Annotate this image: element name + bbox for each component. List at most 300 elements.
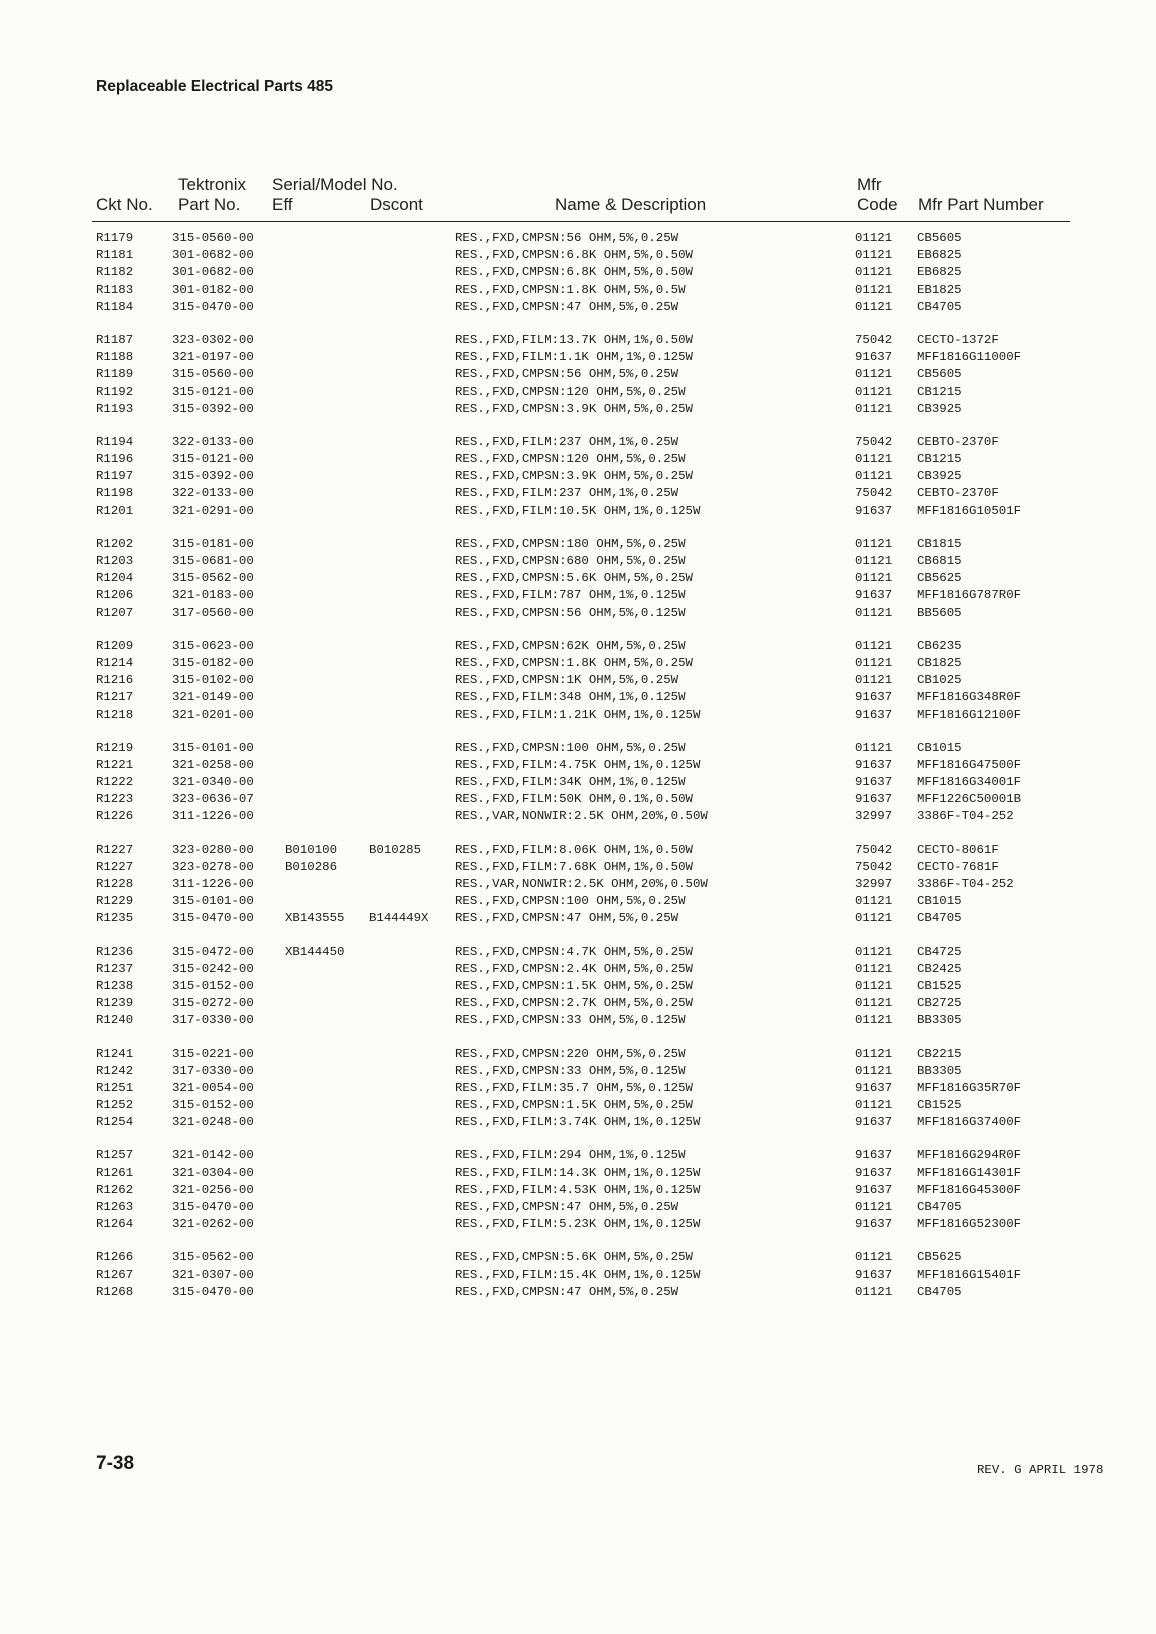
part-no-cell: 315-0392-00 xyxy=(172,469,254,484)
mfr-part-number-cell: CB1215 xyxy=(917,384,962,399)
description-cell: RES.,VAR,NONWIR:2.5K OHM,20%,0.50W xyxy=(455,877,708,891)
mfr-code-cell: 01121 xyxy=(855,231,893,245)
mfr-part-number-cell: CB4705 xyxy=(917,911,962,926)
description-cell: RES.,FXD,FILM:15.4K OHM,1%,0.125W xyxy=(455,1267,701,1282)
part-no-cell: 321-0291-00 xyxy=(172,503,254,518)
table-row xyxy=(0,842,1156,859)
description-cell: RES.,FXD,FILM:35.7 OHM,5%,0.125W xyxy=(455,1080,693,1095)
ckt-no-cell: R1201 xyxy=(96,503,134,518)
ckt-no-cell: R1222 xyxy=(96,775,134,790)
ckt-no-cell: R1251 xyxy=(96,1080,134,1095)
table-row xyxy=(0,707,1156,724)
description-cell: RES.,FXD,CMPSN:5.6K OHM,5%,0.25W xyxy=(455,571,693,586)
ckt-no-cell: R1262 xyxy=(96,1182,134,1197)
description-cell: RES.,FXD,CMPSN:6.8K OHM,5%,0.50W xyxy=(455,265,693,280)
mfr-part-number-cell: EB6825 xyxy=(917,265,962,280)
dscont-cell: B010285 xyxy=(369,842,422,857)
table-row xyxy=(0,1012,1156,1029)
row-group xyxy=(0,638,1156,724)
mfr-part-number-cell: CB3925 xyxy=(917,469,962,484)
ckt-no-cell: R1227 xyxy=(96,842,134,857)
mfr-part-number-cell: CB3925 xyxy=(917,401,962,416)
mfr-part-number-cell: CB1025 xyxy=(917,673,962,688)
mfr-code-cell: 75042 xyxy=(855,434,893,449)
description-cell: RES.,FXD,FILM:1.21K OHM,1%,0.125W xyxy=(455,707,701,722)
ckt-no-cell: R1216 xyxy=(96,673,134,688)
table-row xyxy=(0,893,1156,910)
ckt-no-cell: R1218 xyxy=(96,707,134,722)
ckt-no-cell: R1261 xyxy=(96,1165,134,1180)
row-group xyxy=(0,740,1156,826)
mfr-part-number-cell: CB4705 xyxy=(917,1200,962,1214)
part-no-cell: 315-0470-00 xyxy=(172,1200,254,1214)
ckt-no-cell: R1202 xyxy=(96,536,134,551)
parts-table xyxy=(0,230,1156,1317)
col-ckt-no: Ckt No. xyxy=(96,195,153,214)
ckt-no-cell: R1228 xyxy=(96,877,134,891)
mfr-part-number-cell: CB6235 xyxy=(917,638,962,653)
ckt-no-cell: R1197 xyxy=(96,469,134,484)
part-no-cell: 321-0340-00 xyxy=(172,775,254,790)
ckt-no-cell: R1219 xyxy=(96,740,134,755)
description-cell: RES.,FXD,CMPSN:120 OHM,5%,0.25W xyxy=(455,384,686,399)
ckt-no-cell: R1196 xyxy=(96,452,134,467)
mfr-code-cell: 01121 xyxy=(855,961,893,976)
table-row xyxy=(0,605,1156,622)
description-cell: RES.,FXD,CMPSN:220 OHM,5%,0.25W xyxy=(455,1046,686,1061)
description-cell: RES.,FXD,CMPSN:2.4K OHM,5%,0.25W xyxy=(455,961,693,976)
mfr-code-cell: 01121 xyxy=(855,384,893,399)
part-no-cell: 315-0182-00 xyxy=(172,655,254,670)
mfr-part-number-cell: BB3305 xyxy=(917,1063,962,1078)
mfr-part-number-cell: MFF1816G294R0F xyxy=(917,1148,1022,1163)
description-cell: RES.,FXD,FILM:34K OHM,1%,0.125W xyxy=(455,775,686,790)
mfr-part-number-cell: CEBTO-2370F xyxy=(917,434,999,449)
part-no-cell: 321-0197-00 xyxy=(172,350,254,365)
part-no-cell: 315-0221-00 xyxy=(172,1046,254,1061)
table-row xyxy=(0,247,1156,264)
mfr-part-number-cell: MFF1816G348R0F xyxy=(917,690,1022,705)
mfr-part-number-cell: CB1015 xyxy=(917,740,962,755)
description-cell: RES.,FXD,CMPSN:47 OHM,5%,0.25W xyxy=(455,1284,679,1299)
mfr-code-cell: 01121 xyxy=(855,944,893,959)
ckt-no-cell: R1182 xyxy=(96,265,134,280)
mfr-part-number-cell: CB1525 xyxy=(917,978,962,993)
description-cell: RES.,VAR,NONWIR:2.5K OHM,20%,0.50W xyxy=(455,809,708,824)
ckt-no-cell: R1242 xyxy=(96,1063,134,1078)
ckt-no-cell: R1241 xyxy=(96,1046,134,1061)
description-cell: RES.,FXD,FILM:787 OHM,1%,0.125W xyxy=(455,588,686,603)
description-cell: RES.,FXD,CMPSN:1.8K OHM,5%,0.25W xyxy=(455,655,693,670)
part-no-cell: 315-0470-00 xyxy=(172,299,254,314)
part-no-cell: 311-1226-00 xyxy=(172,809,254,824)
row-group xyxy=(0,1249,1156,1301)
description-cell: RES.,FXD,CMPSN:180 OHM,5%,0.25W xyxy=(455,536,686,551)
mfr-part-number-cell: CB1525 xyxy=(917,1098,962,1113)
part-no-cell: 315-0181-00 xyxy=(172,536,254,551)
mfr-part-number-cell: EB6825 xyxy=(917,248,962,263)
ckt-no-cell: R1238 xyxy=(96,978,134,993)
part-no-cell: 323-0280-00 xyxy=(172,842,254,857)
mfr-part-number-cell: MFF1816G34001F xyxy=(917,775,1022,790)
description-cell: RES.,FXD,CMPSN:56 OHM,5%,0.25W xyxy=(455,231,679,245)
mfr-part-number-cell: 3386F-T04-252 xyxy=(917,877,1014,891)
mfr-code-cell: 01121 xyxy=(855,911,893,926)
description-cell: RES.,FXD,FILM:4.53K OHM,1%,0.125W xyxy=(455,1182,701,1197)
table-row xyxy=(0,282,1156,299)
table-row xyxy=(0,553,1156,570)
col-mfr-code: Code xyxy=(857,195,898,214)
part-no-cell: 323-0302-00 xyxy=(172,332,254,347)
part-no-cell: 321-0304-00 xyxy=(172,1165,254,1180)
description-cell: RES.,FXD,FILM:1.1K OHM,1%,0.125W xyxy=(455,350,693,365)
part-no-cell: 315-0152-00 xyxy=(172,978,254,993)
mfr-code-cell: 01121 xyxy=(855,996,893,1011)
table-row xyxy=(0,468,1156,485)
table-row xyxy=(0,791,1156,808)
description-cell: RES.,FXD,FILM:50K OHM,0.1%,0.50W xyxy=(455,792,693,807)
description-cell: RES.,FXD,CMPSN:1.8K OHM,5%,0.5W xyxy=(455,282,686,297)
part-no-cell: 301-0182-00 xyxy=(172,282,254,297)
part-no-cell: 315-0102-00 xyxy=(172,673,254,688)
ckt-no-cell: R1193 xyxy=(96,401,134,416)
mfr-code-cell: 01121 xyxy=(855,894,893,909)
part-no-cell: 315-0470-00 xyxy=(172,1284,254,1299)
part-no-cell: 321-0201-00 xyxy=(172,707,254,722)
part-no-cell: 322-0133-00 xyxy=(172,434,254,449)
ckt-no-cell: R1267 xyxy=(96,1267,134,1282)
part-no-cell: 317-0330-00 xyxy=(172,1013,254,1028)
table-row xyxy=(0,859,1156,876)
row-group xyxy=(0,536,1156,622)
description-cell: RES.,FXD,CMPSN:62K OHM,5%,0.25W xyxy=(455,638,686,653)
table-row xyxy=(0,401,1156,418)
table-row xyxy=(0,1097,1156,1114)
description-cell: RES.,FXD,FILM:3.74K OHM,1%,0.125W xyxy=(455,1115,701,1130)
mfr-code-cell: 32997 xyxy=(855,809,893,824)
table-row xyxy=(0,1147,1156,1164)
part-no-cell: 315-0470-00 xyxy=(172,911,254,926)
eff-cell: B010286 xyxy=(285,859,338,874)
mfr-part-number-cell: BB3305 xyxy=(917,1013,962,1028)
table-row xyxy=(0,264,1156,281)
mfr-part-number-cell: CB1825 xyxy=(917,655,962,670)
table-row xyxy=(0,978,1156,995)
mfr-part-number-cell: MFF1816G10501F xyxy=(917,503,1022,518)
mfr-part-number-cell: MFF1816G37400F xyxy=(917,1115,1022,1130)
row-group xyxy=(0,332,1156,418)
mfr-code-cell: 01121 xyxy=(855,1046,893,1061)
mfr-code-cell: 91637 xyxy=(855,1165,893,1180)
ckt-no-cell: R1235 xyxy=(96,911,134,926)
part-no-cell: 301-0682-00 xyxy=(172,265,254,280)
mfr-part-number-cell: CB6815 xyxy=(917,554,962,568)
ckt-no-cell: R1227 xyxy=(96,859,134,874)
description-cell: RES.,FXD,FILM:8.06K OHM,1%,0.50W xyxy=(455,842,693,857)
mfr-part-number-cell: MFF1816G12100F xyxy=(917,707,1022,722)
part-no-cell: 321-0054-00 xyxy=(172,1080,254,1095)
mfr-part-number-cell: CB2215 xyxy=(917,1046,962,1061)
mfr-part-number-cell: MFF1816G11000F xyxy=(917,350,1022,365)
ckt-no-cell: R1181 xyxy=(96,248,134,263)
page-title: Replaceable Electrical Parts 485 xyxy=(96,78,333,95)
description-cell: RES.,FXD,CMPSN:47 OHM,5%,0.25W xyxy=(455,911,679,926)
mfr-code-cell: 01121 xyxy=(855,248,893,263)
part-no-cell: 317-0330-00 xyxy=(172,1063,254,1078)
table-row xyxy=(0,655,1156,672)
part-no-cell: 321-0262-00 xyxy=(172,1217,254,1232)
mfr-code-cell: 75042 xyxy=(855,486,893,501)
part-no-cell: 311-1226-00 xyxy=(172,877,254,891)
mfr-code-cell: 01121 xyxy=(855,1250,893,1265)
mfr-code-cell: 01121 xyxy=(855,673,893,688)
row-group xyxy=(0,842,1156,928)
col-name-description: Name & Description xyxy=(555,195,707,214)
mfr-code-cell: 32997 xyxy=(855,877,893,891)
page-number: 7-38 xyxy=(96,1453,135,1474)
mfr-code-cell: 01121 xyxy=(855,536,893,551)
mfr-part-number-cell: CECTO-8061F xyxy=(917,842,999,857)
table-row xyxy=(0,1182,1156,1199)
part-no-cell: 315-0152-00 xyxy=(172,1098,254,1113)
description-cell: RES.,FXD,FILM:237 OHM,1%,0.25W xyxy=(455,486,679,501)
description-cell: RES.,FXD,CMPSN:1K OHM,5%,0.25W xyxy=(455,673,679,688)
mfr-code-cell: 01121 xyxy=(855,655,893,670)
ckt-no-cell: R1229 xyxy=(96,894,134,909)
ckt-no-cell: R1264 xyxy=(96,1217,134,1232)
col-eff: Eff xyxy=(272,195,293,214)
part-no-cell: 315-0121-00 xyxy=(172,452,254,467)
mfr-code-cell: 01121 xyxy=(855,978,893,993)
mfr-part-number-cell: CB4705 xyxy=(917,1284,962,1299)
description-cell: RES.,FXD,CMPSN:680 OHM,5%,0.25W xyxy=(455,554,686,568)
mfr-code-cell: 91637 xyxy=(855,1267,893,1282)
ckt-no-cell: R1237 xyxy=(96,961,134,976)
description-cell: RES.,FXD,FILM:10.5K OHM,1%,0.125W xyxy=(455,503,701,518)
mfr-code-cell: 01121 xyxy=(855,1284,893,1299)
table-row xyxy=(0,910,1156,927)
table-row xyxy=(0,689,1156,706)
description-cell: RES.,FXD,FILM:237 OHM,1%,0.25W xyxy=(455,434,679,449)
mfr-code-cell: 75042 xyxy=(855,842,893,857)
mfr-part-number-cell: CB4725 xyxy=(917,944,962,959)
table-row xyxy=(0,1284,1156,1301)
mfr-part-number-cell: CB1215 xyxy=(917,452,962,467)
mfr-part-number-cell: CECTO-1372F xyxy=(917,332,999,347)
mfr-part-number-cell: MFF1226C50001B xyxy=(917,792,1022,807)
table-row xyxy=(0,1199,1156,1216)
ckt-no-cell: R1257 xyxy=(96,1148,134,1163)
col-serial-model: Serial/Model No. xyxy=(272,175,398,194)
ckt-no-cell: R1217 xyxy=(96,690,134,705)
mfr-part-number-cell: BB5605 xyxy=(917,605,962,620)
part-no-cell: 315-0121-00 xyxy=(172,384,254,399)
mfr-code-cell: 91637 xyxy=(855,1217,893,1232)
table-row xyxy=(0,1063,1156,1080)
table-row xyxy=(0,332,1156,349)
mfr-code-cell: 01121 xyxy=(855,1013,893,1028)
mfr-part-number-cell: CECTO-7681F xyxy=(917,859,999,874)
mfr-code-cell: 01121 xyxy=(855,469,893,484)
mfr-code-cell: 91637 xyxy=(855,757,893,772)
revision-note: REV. G APRIL 1978 xyxy=(977,1463,1104,1477)
row-group xyxy=(0,944,1156,1030)
part-no-cell: 315-0560-00 xyxy=(172,231,254,245)
description-cell: RES.,FXD,CMPSN:4.7K OHM,5%,0.25W xyxy=(455,944,693,959)
ckt-no-cell: R1221 xyxy=(96,757,134,772)
table-row xyxy=(0,638,1156,655)
table-row xyxy=(0,434,1156,451)
part-no-cell: 321-0149-00 xyxy=(172,690,254,705)
mfr-part-number-cell: MFF1816G15401F xyxy=(917,1267,1022,1282)
table-row xyxy=(0,876,1156,893)
mfr-code-cell: 91637 xyxy=(855,792,893,807)
mfr-part-number-cell: CB1815 xyxy=(917,536,962,551)
table-row xyxy=(0,1114,1156,1131)
mfr-part-number-cell: CB5625 xyxy=(917,571,962,586)
mfr-code-cell: 01121 xyxy=(855,401,893,416)
mfr-part-number-cell: CB4705 xyxy=(917,299,962,314)
table-row xyxy=(0,672,1156,689)
mfr-code-cell: 75042 xyxy=(855,332,893,347)
mfr-part-number-cell: CB5605 xyxy=(917,231,962,245)
part-no-cell: 315-0562-00 xyxy=(172,571,254,586)
description-cell: RES.,FXD,FILM:4.75K OHM,1%,0.125W xyxy=(455,757,701,772)
table-row xyxy=(0,536,1156,553)
mfr-code-cell: 01121 xyxy=(855,554,893,568)
table-row xyxy=(0,384,1156,401)
description-cell: RES.,FXD,CMPSN:56 OHM,5%,0.125W xyxy=(455,605,686,620)
dscont-cell: B144449X xyxy=(369,911,429,926)
table-row xyxy=(0,1249,1156,1266)
eff-cell: XB144450 xyxy=(285,944,345,959)
table-row xyxy=(0,1080,1156,1097)
table-row xyxy=(0,1216,1156,1233)
table-row xyxy=(0,808,1156,825)
col-tektronix: Tektronix xyxy=(178,175,247,194)
ckt-no-cell: R1192 xyxy=(96,384,134,399)
table-row xyxy=(0,944,1156,961)
part-no-cell: 321-0183-00 xyxy=(172,588,254,603)
part-no-cell: 315-0623-00 xyxy=(172,638,254,653)
ckt-no-cell: R1209 xyxy=(96,638,134,653)
part-no-cell: 315-0681-00 xyxy=(172,554,254,568)
table-row xyxy=(0,451,1156,468)
part-no-cell: 315-0472-00 xyxy=(172,944,254,959)
part-no-cell: 322-0133-00 xyxy=(172,486,254,501)
ckt-no-cell: R1189 xyxy=(96,367,134,382)
ckt-no-cell: R1266 xyxy=(96,1250,134,1265)
ckt-no-cell: R1239 xyxy=(96,996,134,1011)
mfr-code-cell: 01121 xyxy=(855,571,893,586)
mfr-code-cell: 91637 xyxy=(855,1080,893,1095)
table-row xyxy=(0,349,1156,366)
description-cell: RES.,FXD,CMPSN:6.8K OHM,5%,0.50W xyxy=(455,248,693,263)
description-cell: RES.,FXD,CMPSN:2.7K OHM,5%,0.25W xyxy=(455,996,693,1011)
ckt-no-cell: R1187 xyxy=(96,332,134,347)
description-cell: RES.,FXD,CMPSN:47 OHM,5%,0.25W xyxy=(455,299,679,314)
description-cell: RES.,FXD,CMPSN:100 OHM,5%,0.25W xyxy=(455,740,686,755)
eff-cell: B010100 xyxy=(285,842,338,857)
part-no-cell: 321-0256-00 xyxy=(172,1182,254,1197)
mfr-code-cell: 01121 xyxy=(855,367,893,382)
mfr-code-cell: 01121 xyxy=(855,1200,893,1214)
ckt-no-cell: R1206 xyxy=(96,588,134,603)
mfr-code-cell: 01121 xyxy=(855,282,893,297)
description-cell: RES.,FXD,CMPSN:56 OHM,5%,0.25W xyxy=(455,367,679,382)
table-row xyxy=(0,1165,1156,1182)
description-cell: RES.,FXD,CMPSN:1.5K OHM,5%,0.25W xyxy=(455,1098,693,1113)
ckt-no-cell: R1252 xyxy=(96,1098,134,1113)
mfr-part-number-cell: CB2425 xyxy=(917,961,962,976)
ckt-no-cell: R1207 xyxy=(96,605,134,620)
table-row xyxy=(0,230,1156,247)
table-row xyxy=(0,570,1156,587)
mfr-part-number-cell: CB1015 xyxy=(917,894,962,909)
ckt-no-cell: R1204 xyxy=(96,571,134,586)
mfr-code-cell: 91637 xyxy=(855,503,893,518)
ckt-no-cell: R1268 xyxy=(96,1284,134,1299)
part-no-cell: 321-0258-00 xyxy=(172,757,254,772)
table-row xyxy=(0,961,1156,978)
part-no-cell: 321-0142-00 xyxy=(172,1148,254,1163)
eff-cell: XB143555 xyxy=(285,911,345,926)
ckt-no-cell: R1198 xyxy=(96,486,134,501)
ckt-no-cell: R1184 xyxy=(96,299,134,314)
part-no-cell: 315-0272-00 xyxy=(172,996,254,1011)
row-group xyxy=(0,1147,1156,1233)
ckt-no-cell: R1254 xyxy=(96,1115,134,1130)
ckt-no-cell: R1263 xyxy=(96,1200,134,1214)
row-group xyxy=(0,230,1156,316)
mfr-code-cell: 91637 xyxy=(855,588,893,603)
part-no-cell: 317-0560-00 xyxy=(172,605,254,620)
part-no-cell: 315-0562-00 xyxy=(172,1250,254,1265)
ckt-no-cell: R1226 xyxy=(96,809,134,824)
table-row xyxy=(0,740,1156,757)
mfr-code-cell: 01121 xyxy=(855,1098,893,1113)
description-cell: RES.,FXD,CMPSN:47 OHM,5%,0.25W xyxy=(455,1200,679,1214)
description-cell: RES.,FXD,FILM:13.7K OHM,1%,0.50W xyxy=(455,332,693,347)
col-mfr: Mfr xyxy=(857,175,882,194)
row-group xyxy=(0,434,1156,520)
mfr-part-number-cell: CB5625 xyxy=(917,1250,962,1265)
mfr-code-cell: 01121 xyxy=(855,452,893,467)
mfr-code-cell: 91637 xyxy=(855,1182,893,1197)
row-group xyxy=(0,1046,1156,1132)
part-no-cell: 323-0636-07 xyxy=(172,792,254,807)
mfr-part-number-cell: 3386F-T04-252 xyxy=(917,809,1014,824)
mfr-part-number-cell: EB1825 xyxy=(917,282,962,297)
description-cell: RES.,FXD,CMPSN:5.6K OHM,5%,0.25W xyxy=(455,1250,693,1265)
table-row xyxy=(0,366,1156,383)
description-cell: RES.,FXD,FILM:294 OHM,1%,0.125W xyxy=(455,1148,686,1163)
mfr-part-number-cell: MFF1816G47500F xyxy=(917,757,1022,772)
part-no-cell: 321-0307-00 xyxy=(172,1267,254,1282)
table-row xyxy=(0,1046,1156,1063)
mfr-code-cell: 91637 xyxy=(855,690,893,705)
table-row xyxy=(0,995,1156,1012)
mfr-code-cell: 01121 xyxy=(855,265,893,280)
mfr-code-cell: 01121 xyxy=(855,605,893,620)
mfr-code-cell: 91637 xyxy=(855,1148,893,1163)
table-row xyxy=(0,587,1156,604)
mfr-code-cell: 91637 xyxy=(855,1115,893,1130)
mfr-code-cell: 75042 xyxy=(855,859,893,874)
ckt-no-cell: R1203 xyxy=(96,554,134,568)
col-mfr-part-number: Mfr Part Number xyxy=(918,195,1044,214)
mfr-part-number-cell: CB2725 xyxy=(917,996,962,1011)
